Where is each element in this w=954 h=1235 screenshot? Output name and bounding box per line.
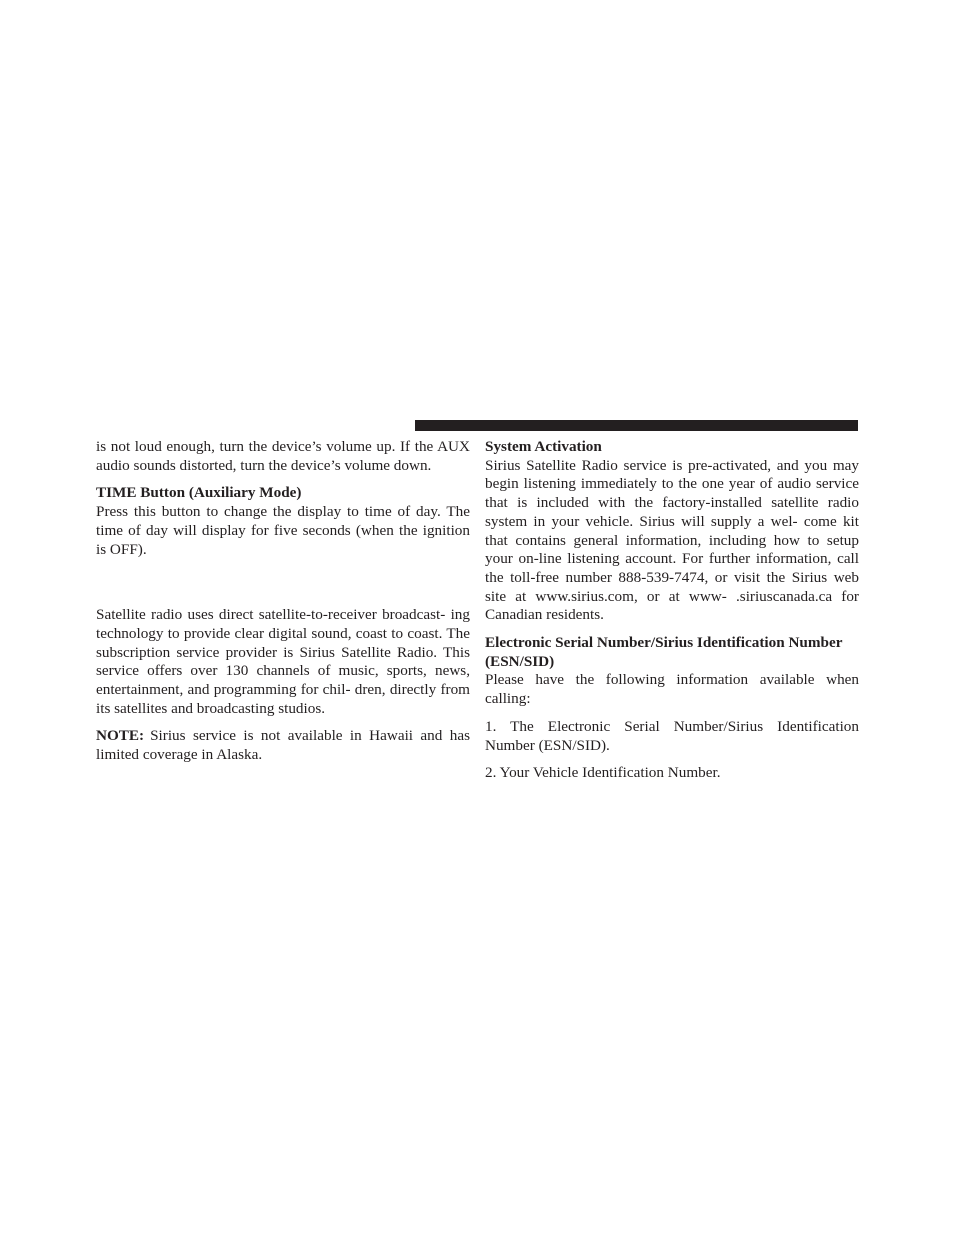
satellite-paragraph: Satellite radio uses direct satellite-to-receiver broadcast- ing technology to provide clear digital sound, coast to coast. The subscription service provider is Sirius Satellite Radio. This service offers over 130 channels of music, sports, news, entertainment, and programming for chil- dren, directly from its satellites and broadcasting studios. (96, 606, 470, 717)
time-button-heading: TIME Button (Auxiliary Mode) (96, 484, 302, 502)
right-column (485, 438, 859, 792)
note-paragraph (96, 727, 470, 764)
list-item: 1. The Electronic Serial Number/Sirius Identification Number (ESN/SID). (485, 717, 859, 754)
note-text: Sirius service is not available in Hawaii and has limited coverage in Alaska. (96, 727, 470, 764)
esn-sid-text: Please have the following information available when calling: (485, 671, 859, 708)
left-column (96, 438, 470, 774)
system-activation-heading: System Activation (485, 438, 602, 455)
list-item: 2. Your Vehicle Identification Number. (485, 764, 721, 782)
time-button-text: Press this button to change the display to time of day. The time of day will display for five seconds (when the ignition is OFF). (96, 503, 470, 558)
section-header-bar (415, 420, 858, 431)
section-spacer (96, 568, 470, 606)
system-activation-text: Sirius Satellite Radio service is pre-activated, and you may begin listening immediately to the one year of audio service that is included with the factory-installed satellite radio system in your vehicle. Sirius will supply a wel- come kit that contains general information, including how to setup your on-line listening account. For further information, call the toll-free number 888-539-7474, or visit the Sirius web site at www.sirius.com, or at www- .siriuscanada.ca for Canadian residents. (485, 456, 859, 624)
esn-sid-heading: Electronic Serial Number/Sirius Identification Number (ESN/SID) (485, 634, 843, 670)
intro-paragraph: is not loud enough, turn the device’s volume up. If the AUX audio sounds distorted, turn the device’s volume down. (96, 438, 470, 474)
note-label: NOTE: (96, 727, 145, 745)
